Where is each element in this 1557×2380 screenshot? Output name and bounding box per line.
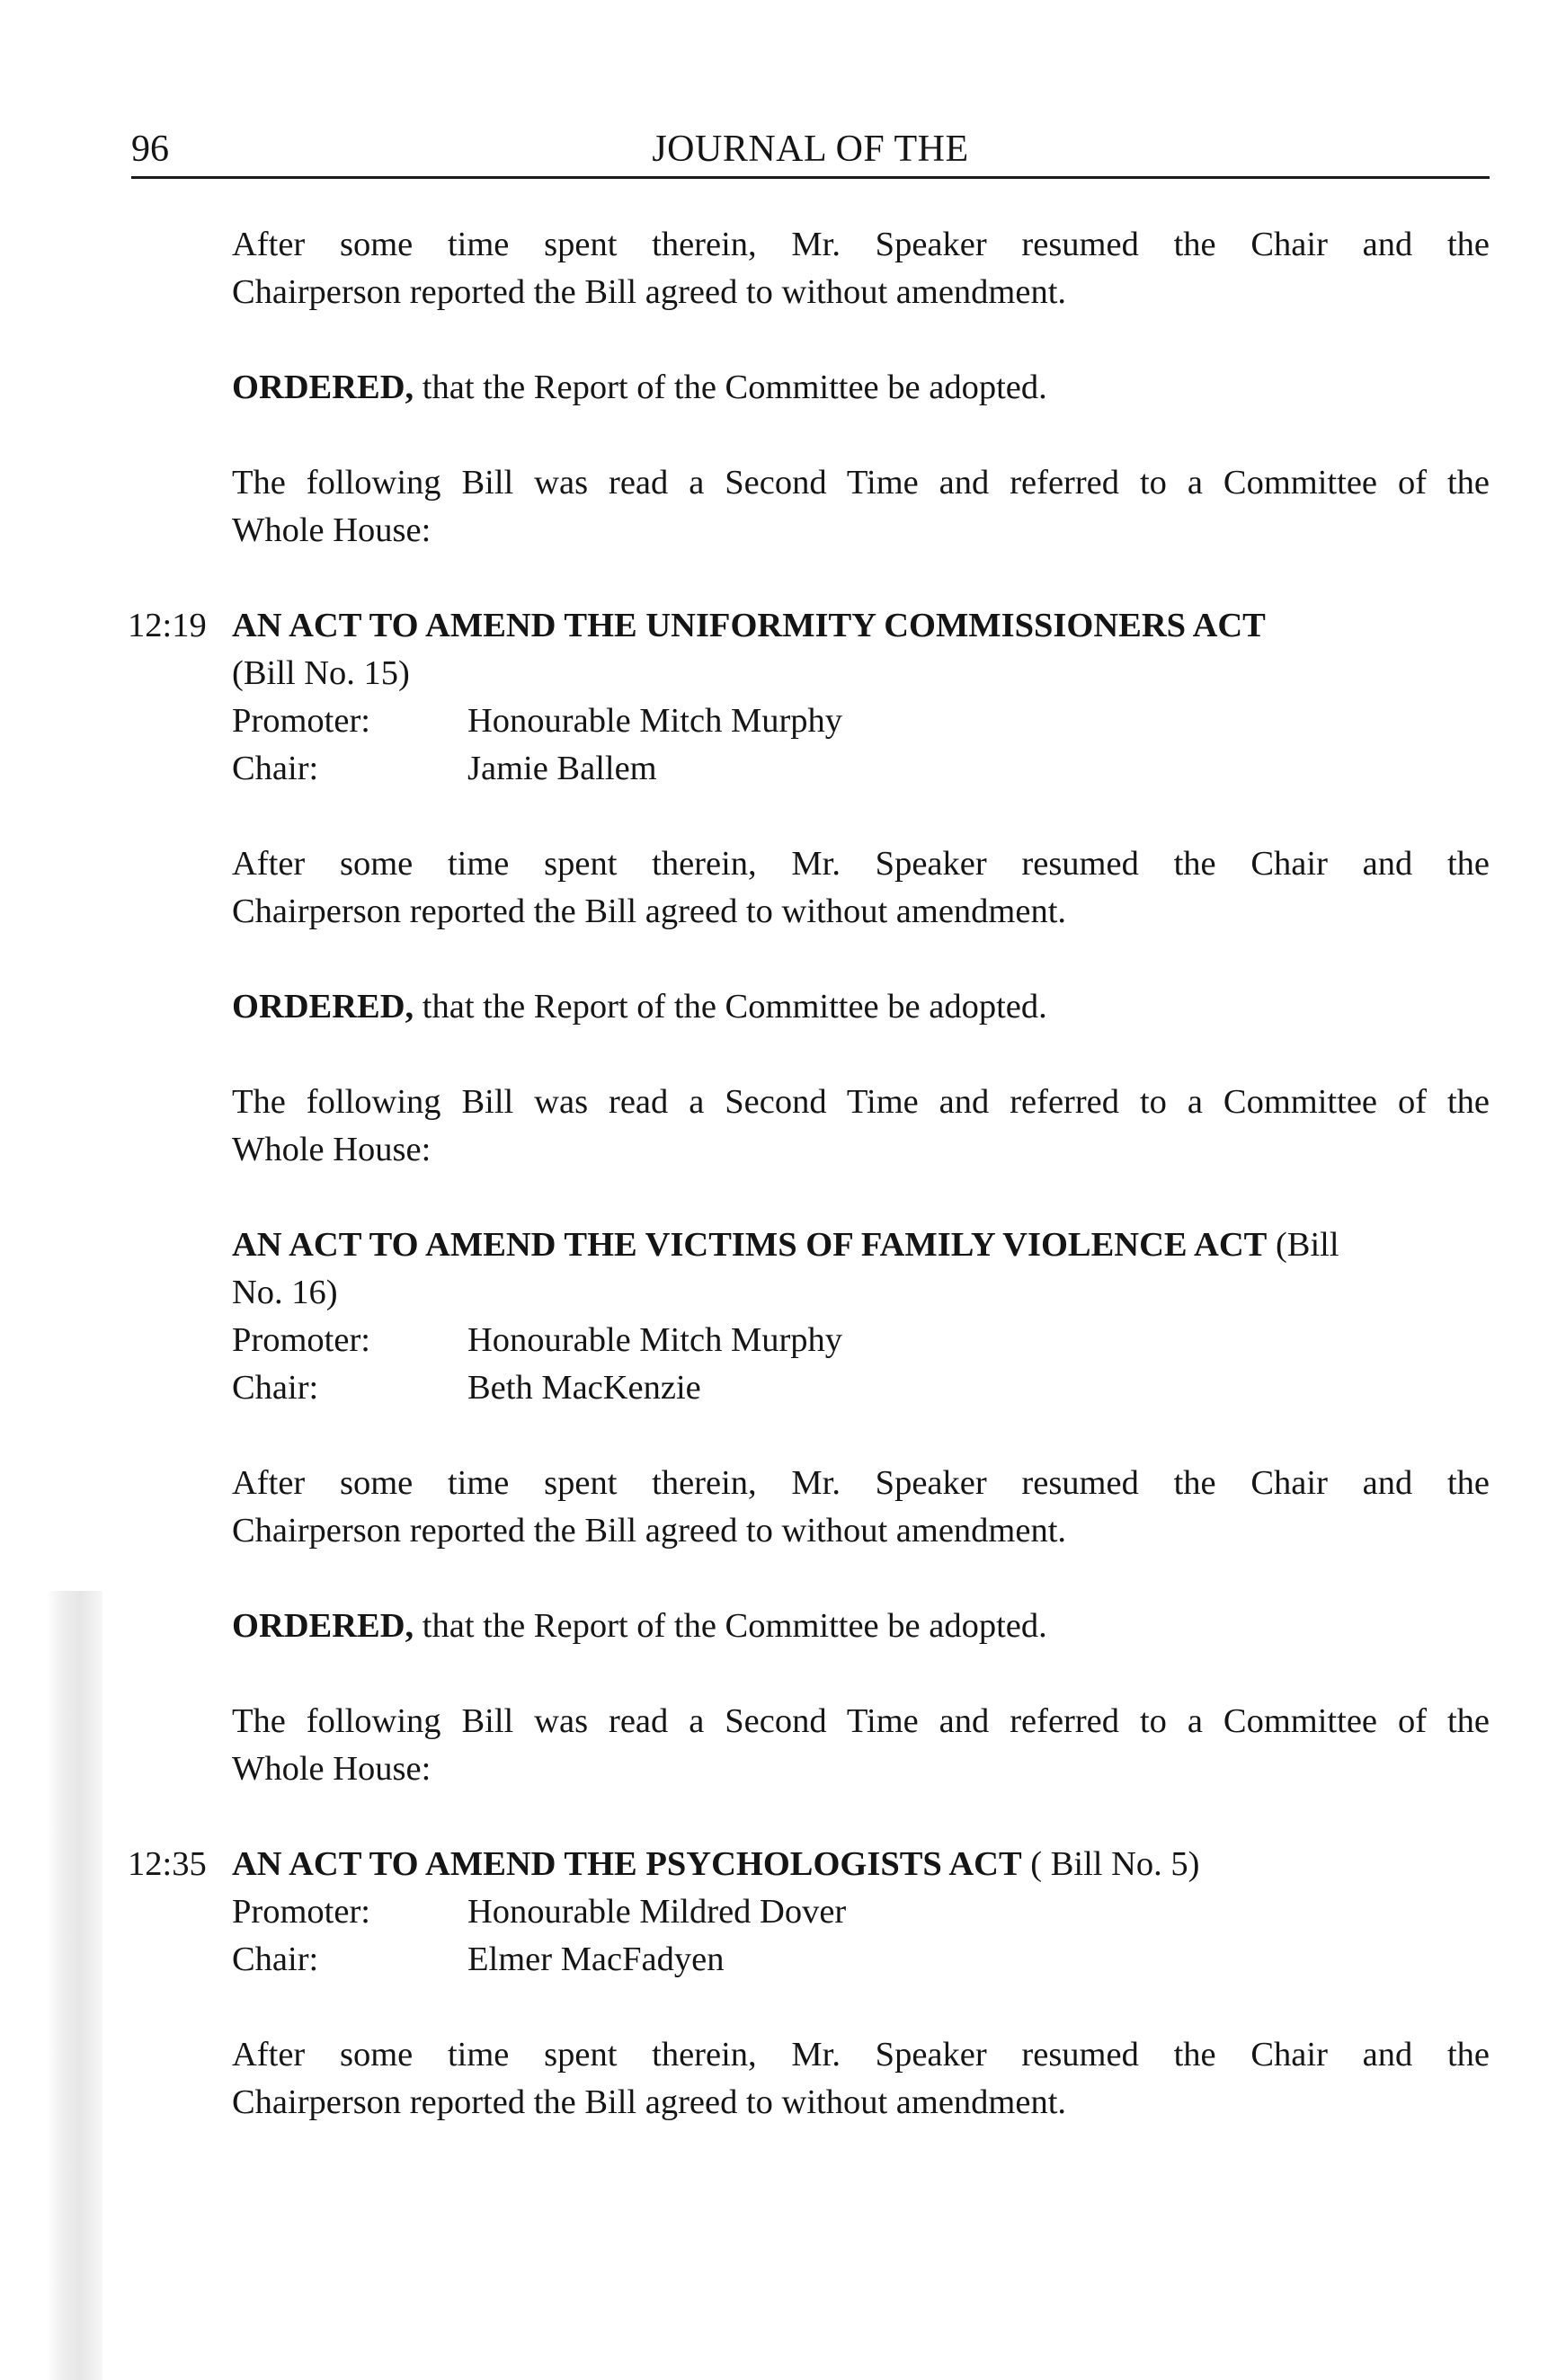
following-line-2: Whole House: — [232, 1750, 432, 1788]
promoter-row — [232, 1317, 1490, 1364]
bill-number-part-2: No. 16) — [232, 1274, 338, 1311]
after-line-1: After some time spent therein, Mr. Speaker resumed the Chair and the — [232, 845, 1490, 883]
ordered-keyword: ORDERED, — [232, 369, 414, 406]
chair-name: Jamie Ballem — [467, 750, 657, 787]
bill-number: (Bill No. 15) — [232, 654, 410, 692]
bill-title: AN ACT TO AMEND THE VICTIMS OF FAMILY VIOLENCE ACT — [232, 1226, 1268, 1264]
after-paragraph — [232, 221, 1490, 316]
scan-shadow — [47, 1591, 102, 2380]
chair-row — [232, 1364, 1490, 1412]
ordered-keyword: ORDERED, — [232, 1607, 414, 1645]
promoter-label: Promoter: — [232, 1893, 370, 1931]
ordered-keyword: ORDERED, — [232, 988, 414, 1026]
after-paragraph — [232, 2031, 1490, 2127]
bill-number: ( Bill No. 5) — [1021, 1845, 1200, 1883]
bill-time: 12:19 — [128, 607, 207, 644]
chair-name: Beth MacKenzie — [467, 1369, 701, 1407]
after-line-1: After some time spent therein, Mr. Speaker resumed the Chair and the — [232, 1464, 1490, 1502]
after-line-2: Chairperson reported the Bill agreed to without amendment. — [232, 273, 1067, 311]
promoter-label: Promoter: — [232, 1321, 370, 1359]
bill-title: AN ACT TO AMEND THE PSYCHOLOGISTS ACT — [232, 1845, 1022, 1883]
chair-label: Chair: — [232, 1369, 319, 1407]
promoter-name: Honourable Mitch Murphy — [467, 1321, 843, 1359]
bill-heading — [232, 1841, 1490, 1888]
bill-number-part-1: (Bill — [1267, 1226, 1339, 1264]
promoter-label: Promoter: — [232, 702, 370, 740]
following-paragraph — [232, 459, 1490, 555]
ordered-paragraph — [232, 1603, 1490, 1650]
bill-heading — [232, 1221, 1490, 1317]
ordered-paragraph — [232, 364, 1490, 412]
after-paragraph — [232, 840, 1490, 936]
promoter-row — [232, 1888, 1490, 1936]
page-header — [131, 122, 1490, 179]
following-line-2: Whole House: — [232, 1131, 432, 1168]
after-line-1: After some time spent therein, Mr. Speaker resumed the Chair and the — [232, 2036, 1490, 2074]
after-line-1: After some time spent therein, Mr. Speaker resumed the Chair and the — [232, 226, 1490, 263]
following-line-1: The following Bill was read a Second Time and referred to a Committee of the — [232, 464, 1490, 502]
following-paragraph — [232, 1698, 1490, 1793]
following-line-1: The following Bill was read a Second Time and referred to a Committee of the — [232, 1083, 1490, 1121]
promoter-row — [232, 697, 1490, 745]
chair-name: Elmer MacFadyen — [467, 1940, 725, 1978]
journal-body — [128, 221, 1490, 2127]
ordered-text: that the Report of the Committee be adopted. — [414, 369, 1047, 406]
after-paragraph — [232, 1460, 1490, 1555]
bill-entry — [128, 602, 1490, 793]
ordered-text: that the Report of the Committee be adopted. — [414, 1607, 1047, 1645]
bill-entry — [128, 1841, 1490, 1984]
after-line-2: Chairperson reported the Bill agreed to without amendment. — [232, 1512, 1067, 1550]
bill-entry — [232, 1221, 1490, 1412]
following-line-2: Whole House: — [232, 511, 432, 549]
following-line-1: The following Bill was read a Second Time and referred to a Committee of the — [232, 1702, 1490, 1740]
promoter-name: Honourable Mildred Dover — [467, 1893, 847, 1931]
running-title: JOURNAL OF THE — [652, 129, 969, 170]
promoter-name: Honourable Mitch Murphy — [467, 702, 843, 740]
following-paragraph — [232, 1079, 1490, 1174]
page-number: 96 — [131, 129, 169, 170]
after-line-2: Chairperson reported the Bill agreed to without amendment. — [232, 2083, 1067, 2121]
chair-label: Chair: — [232, 1940, 319, 1978]
chair-label: Chair: — [232, 750, 319, 787]
bill-time: 12:35 — [128, 1845, 207, 1883]
chair-row — [232, 1936, 1490, 1984]
chair-row — [232, 745, 1490, 793]
bill-heading — [232, 602, 1490, 697]
bill-title: AN ACT TO AMEND THE UNIFORMITY COMMISSIONERS ACT — [232, 607, 1266, 644]
after-line-2: Chairperson reported the Bill agreed to without amendment. — [232, 892, 1067, 930]
ordered-paragraph — [232, 983, 1490, 1031]
ordered-text: that the Report of the Committee be adopted. — [414, 988, 1047, 1026]
